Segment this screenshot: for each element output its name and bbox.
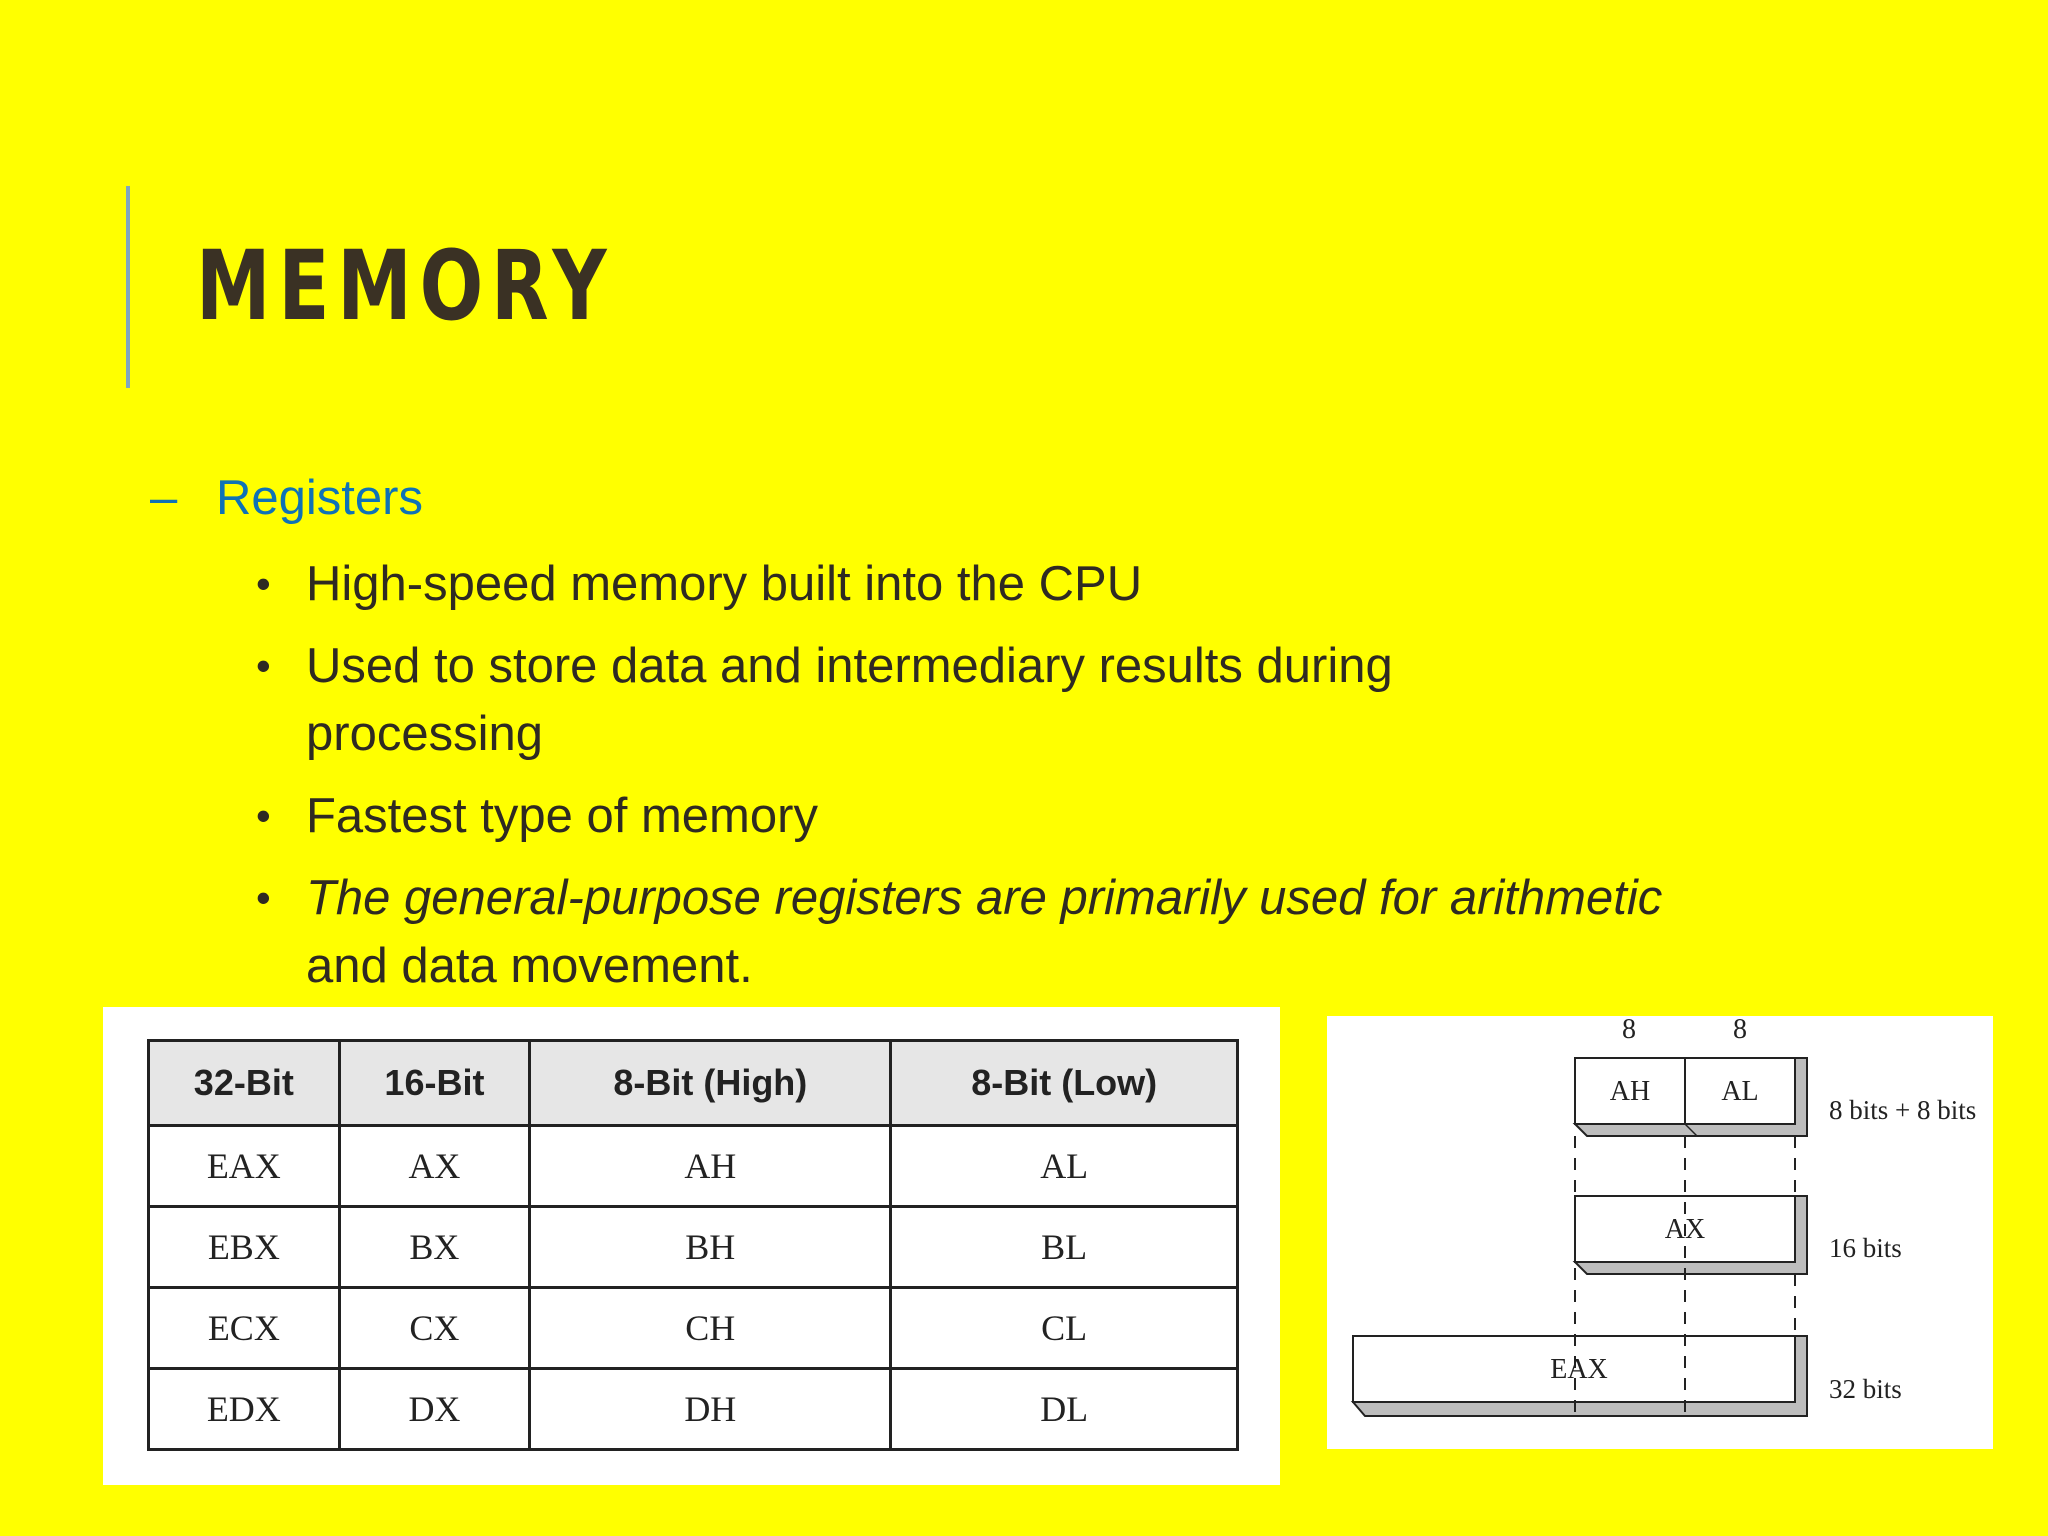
ax-label: AX [1664, 1214, 1706, 1245]
bullet-text-italic: The general-purpose registers are primarily used for arithmetic [306, 871, 1663, 925]
table-cell: DX [339, 1369, 530, 1450]
ah-label: AH [1609, 1076, 1651, 1107]
table-cell: DH [530, 1369, 891, 1450]
table-cell: EDX [149, 1369, 340, 1450]
bullet-text: Used to store data and intermediary results during processing [306, 639, 1393, 761]
bit-width-label: 8 [1622, 1016, 1636, 1045]
bit-width-label: 8 [1733, 1016, 1747, 1045]
table-cell: AH [530, 1126, 891, 1207]
table-header-cell: 16-Bit [339, 1041, 530, 1126]
table-cell: AL [891, 1126, 1238, 1207]
bullet-text-continued: and data movement. [306, 939, 753, 993]
table-cell: CX [339, 1288, 530, 1369]
dash-bullet-icon: – [150, 471, 178, 525]
table-cell: AX [339, 1126, 530, 1207]
bullet-item [256, 782, 1796, 850]
table-cell: CL [891, 1288, 1238, 1369]
row2-caption: 16 bits [1829, 1233, 1902, 1263]
table-row [149, 1288, 1238, 1369]
table-cell: CH [530, 1288, 891, 1369]
bullet-dot-icon: • [256, 792, 271, 839]
register-diagram-image [1327, 1016, 1993, 1449]
slide-title: MEMORY [196, 230, 615, 342]
table-cell: EAX [149, 1126, 340, 1207]
eax-label: EAX [1550, 1354, 1608, 1385]
table-row [149, 1369, 1238, 1450]
bullet-item [256, 550, 1796, 618]
register-table [147, 1039, 1239, 1451]
table-cell: BL [891, 1207, 1238, 1288]
table-row [149, 1207, 1238, 1288]
table-cell: DL [891, 1369, 1238, 1450]
table-header-cell: 8-Bit (High) [530, 1041, 891, 1126]
table-header-cell: 8-Bit (Low) [891, 1041, 1238, 1126]
title-accent-bar [126, 186, 130, 388]
register-diagram [1327, 1016, 1993, 1449]
bullet-dot-icon: • [256, 560, 271, 607]
table-header-cell: 32-Bit [149, 1041, 340, 1126]
bullet-item [256, 864, 1796, 1000]
level1-label: Registers [216, 471, 423, 525]
bullet-list [256, 550, 1796, 1014]
table-header-row [149, 1041, 1238, 1126]
bullet-dot-icon: • [256, 874, 271, 921]
row3-caption: 32 bits [1829, 1374, 1902, 1404]
table-cell: ECX [149, 1288, 340, 1369]
bullet-item [256, 632, 1466, 768]
table-cell: BH [530, 1207, 891, 1288]
al-label: AL [1721, 1076, 1759, 1107]
row1-caption: 8 bits + 8 bits [1829, 1095, 1977, 1125]
register-table-image [103, 1007, 1280, 1485]
bullet-text: High-speed memory built into the CPU [306, 557, 1143, 611]
table-row [149, 1126, 1238, 1207]
table-cell: BX [339, 1207, 530, 1288]
bullet-text: Fastest type of memory [306, 789, 818, 843]
bullet-dot-icon: • [256, 642, 271, 689]
table-cell: EBX [149, 1207, 340, 1288]
